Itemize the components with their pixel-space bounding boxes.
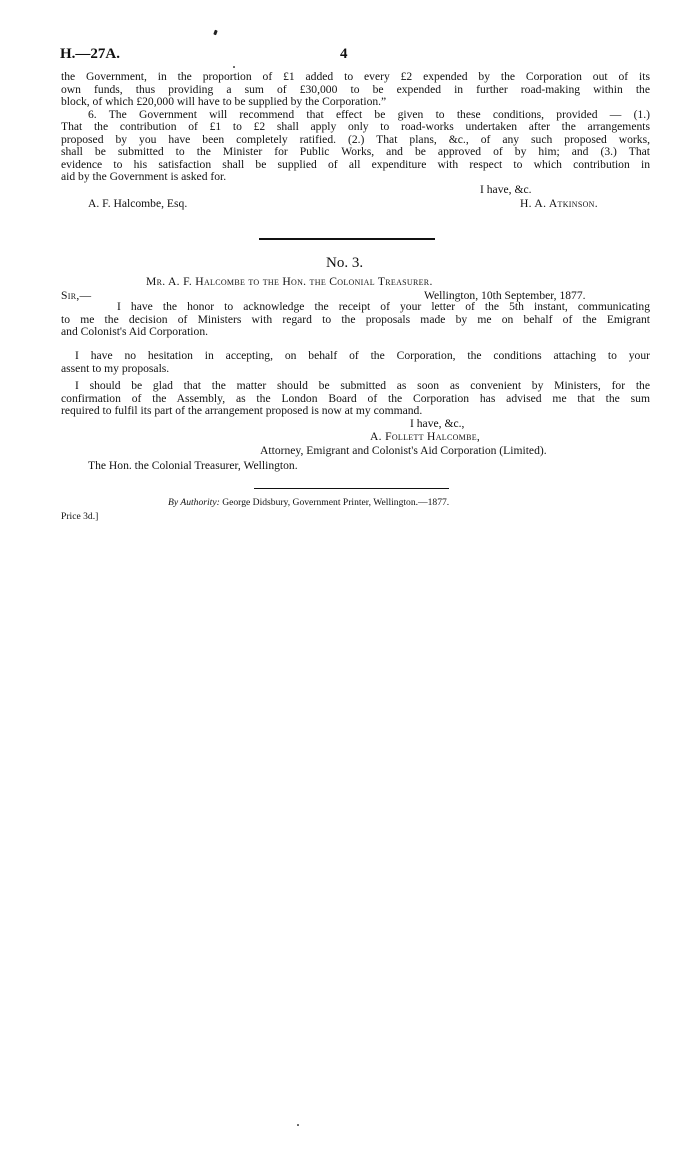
letter-title: Mr. A. F. Halcombe to the Hon. the Colonial Treasurer. bbox=[146, 275, 433, 288]
ink-dot bbox=[233, 66, 235, 68]
paragraph-line: I should be glad that the matter should be submitted as soon as convenient by Ministers, for the bbox=[75, 379, 650, 392]
paragraph-line: proposed by you have been completely ratified. (2.) That plans, &c., of any such proposed works, bbox=[61, 132, 650, 146]
salutation: Sir,— bbox=[61, 289, 92, 302]
imprint bbox=[168, 497, 449, 508]
signature-title: Attorney, Emigrant and Colonist's Aid Corporation (Limited). bbox=[260, 444, 547, 457]
imprint-text: George Didsbury, Government Printer, Wellington.—1877. bbox=[222, 497, 450, 508]
paragraph-line: assent to my proposals. bbox=[61, 361, 170, 375]
place-date: Wellington, 10th September, 1877. bbox=[424, 289, 586, 302]
paragraph-line: I have the honor to acknowledge the receipt of your letter of the 5th instant, communicating bbox=[117, 300, 650, 313]
letter-number: No. 3. bbox=[326, 255, 364, 271]
paragraph-line: the Government, in the proportion of £1 added to every £2 expended by the Corporation out of its bbox=[61, 70, 650, 83]
price: Price 3d.] bbox=[61, 511, 99, 522]
closing: I have, &c. bbox=[480, 183, 532, 196]
paragraph-line: confirmation of the Assembly, as the London Board of the Corporation has advised me that the sum bbox=[61, 391, 650, 405]
paragraph-line: I have no hesitation in accepting, on behalf of the Corporation, the conditions attaching to your bbox=[75, 349, 650, 362]
paragraph-line: aid by the Government is asked for. bbox=[61, 170, 227, 183]
paragraph-line: block, of which £20,000 will have to be supplied by the Corporation.” bbox=[61, 95, 387, 108]
ink-dot bbox=[297, 1124, 299, 1126]
addressee: The Hon. the Colonial Treasurer, Wellington. bbox=[88, 459, 298, 472]
ink-speck bbox=[213, 30, 218, 36]
footer-rule bbox=[254, 488, 449, 489]
document-reference: H.—27A. bbox=[60, 46, 120, 62]
page-number: 4 bbox=[340, 46, 348, 62]
paragraph-line: required to fulfil its part of the arrangement proposed is now at my command. bbox=[61, 404, 423, 417]
paragraph-line: own funds, thus providing a sum of £30,000 to be expended in further road-making within the bbox=[61, 82, 650, 96]
imprint-label: By Authority: bbox=[168, 497, 220, 508]
paragraph-line: evidence to his satisfaction shall be supplied of all expenditure with respect to which contribution in bbox=[61, 157, 650, 171]
paragraph-line: and Colonist's Aid Corporation. bbox=[61, 325, 209, 338]
signature: H. A. Atkinson. bbox=[520, 197, 598, 210]
paragraph-line: 6. The Government will recommend that effect be given to these conditions, provided — (1.) bbox=[88, 107, 650, 121]
paragraph-line: shall be submitted to the Minister for Public Works, and be approved of by him; and (3.) That bbox=[61, 145, 650, 158]
paragraph-line: to me the decision of Ministers with regard to the proposals made by me on behalf of the Emigrant bbox=[61, 312, 650, 326]
section-divider bbox=[259, 238, 435, 240]
signature: A. Follett Halcombe, bbox=[370, 430, 481, 443]
closing: I have, &c., bbox=[410, 417, 465, 430]
addressee: A. F. Halcombe, Esq. bbox=[88, 197, 188, 210]
paragraph-line: That the contribution of £1 to £2 shall apply only to road-works undertaken after the arrangements bbox=[61, 120, 650, 133]
